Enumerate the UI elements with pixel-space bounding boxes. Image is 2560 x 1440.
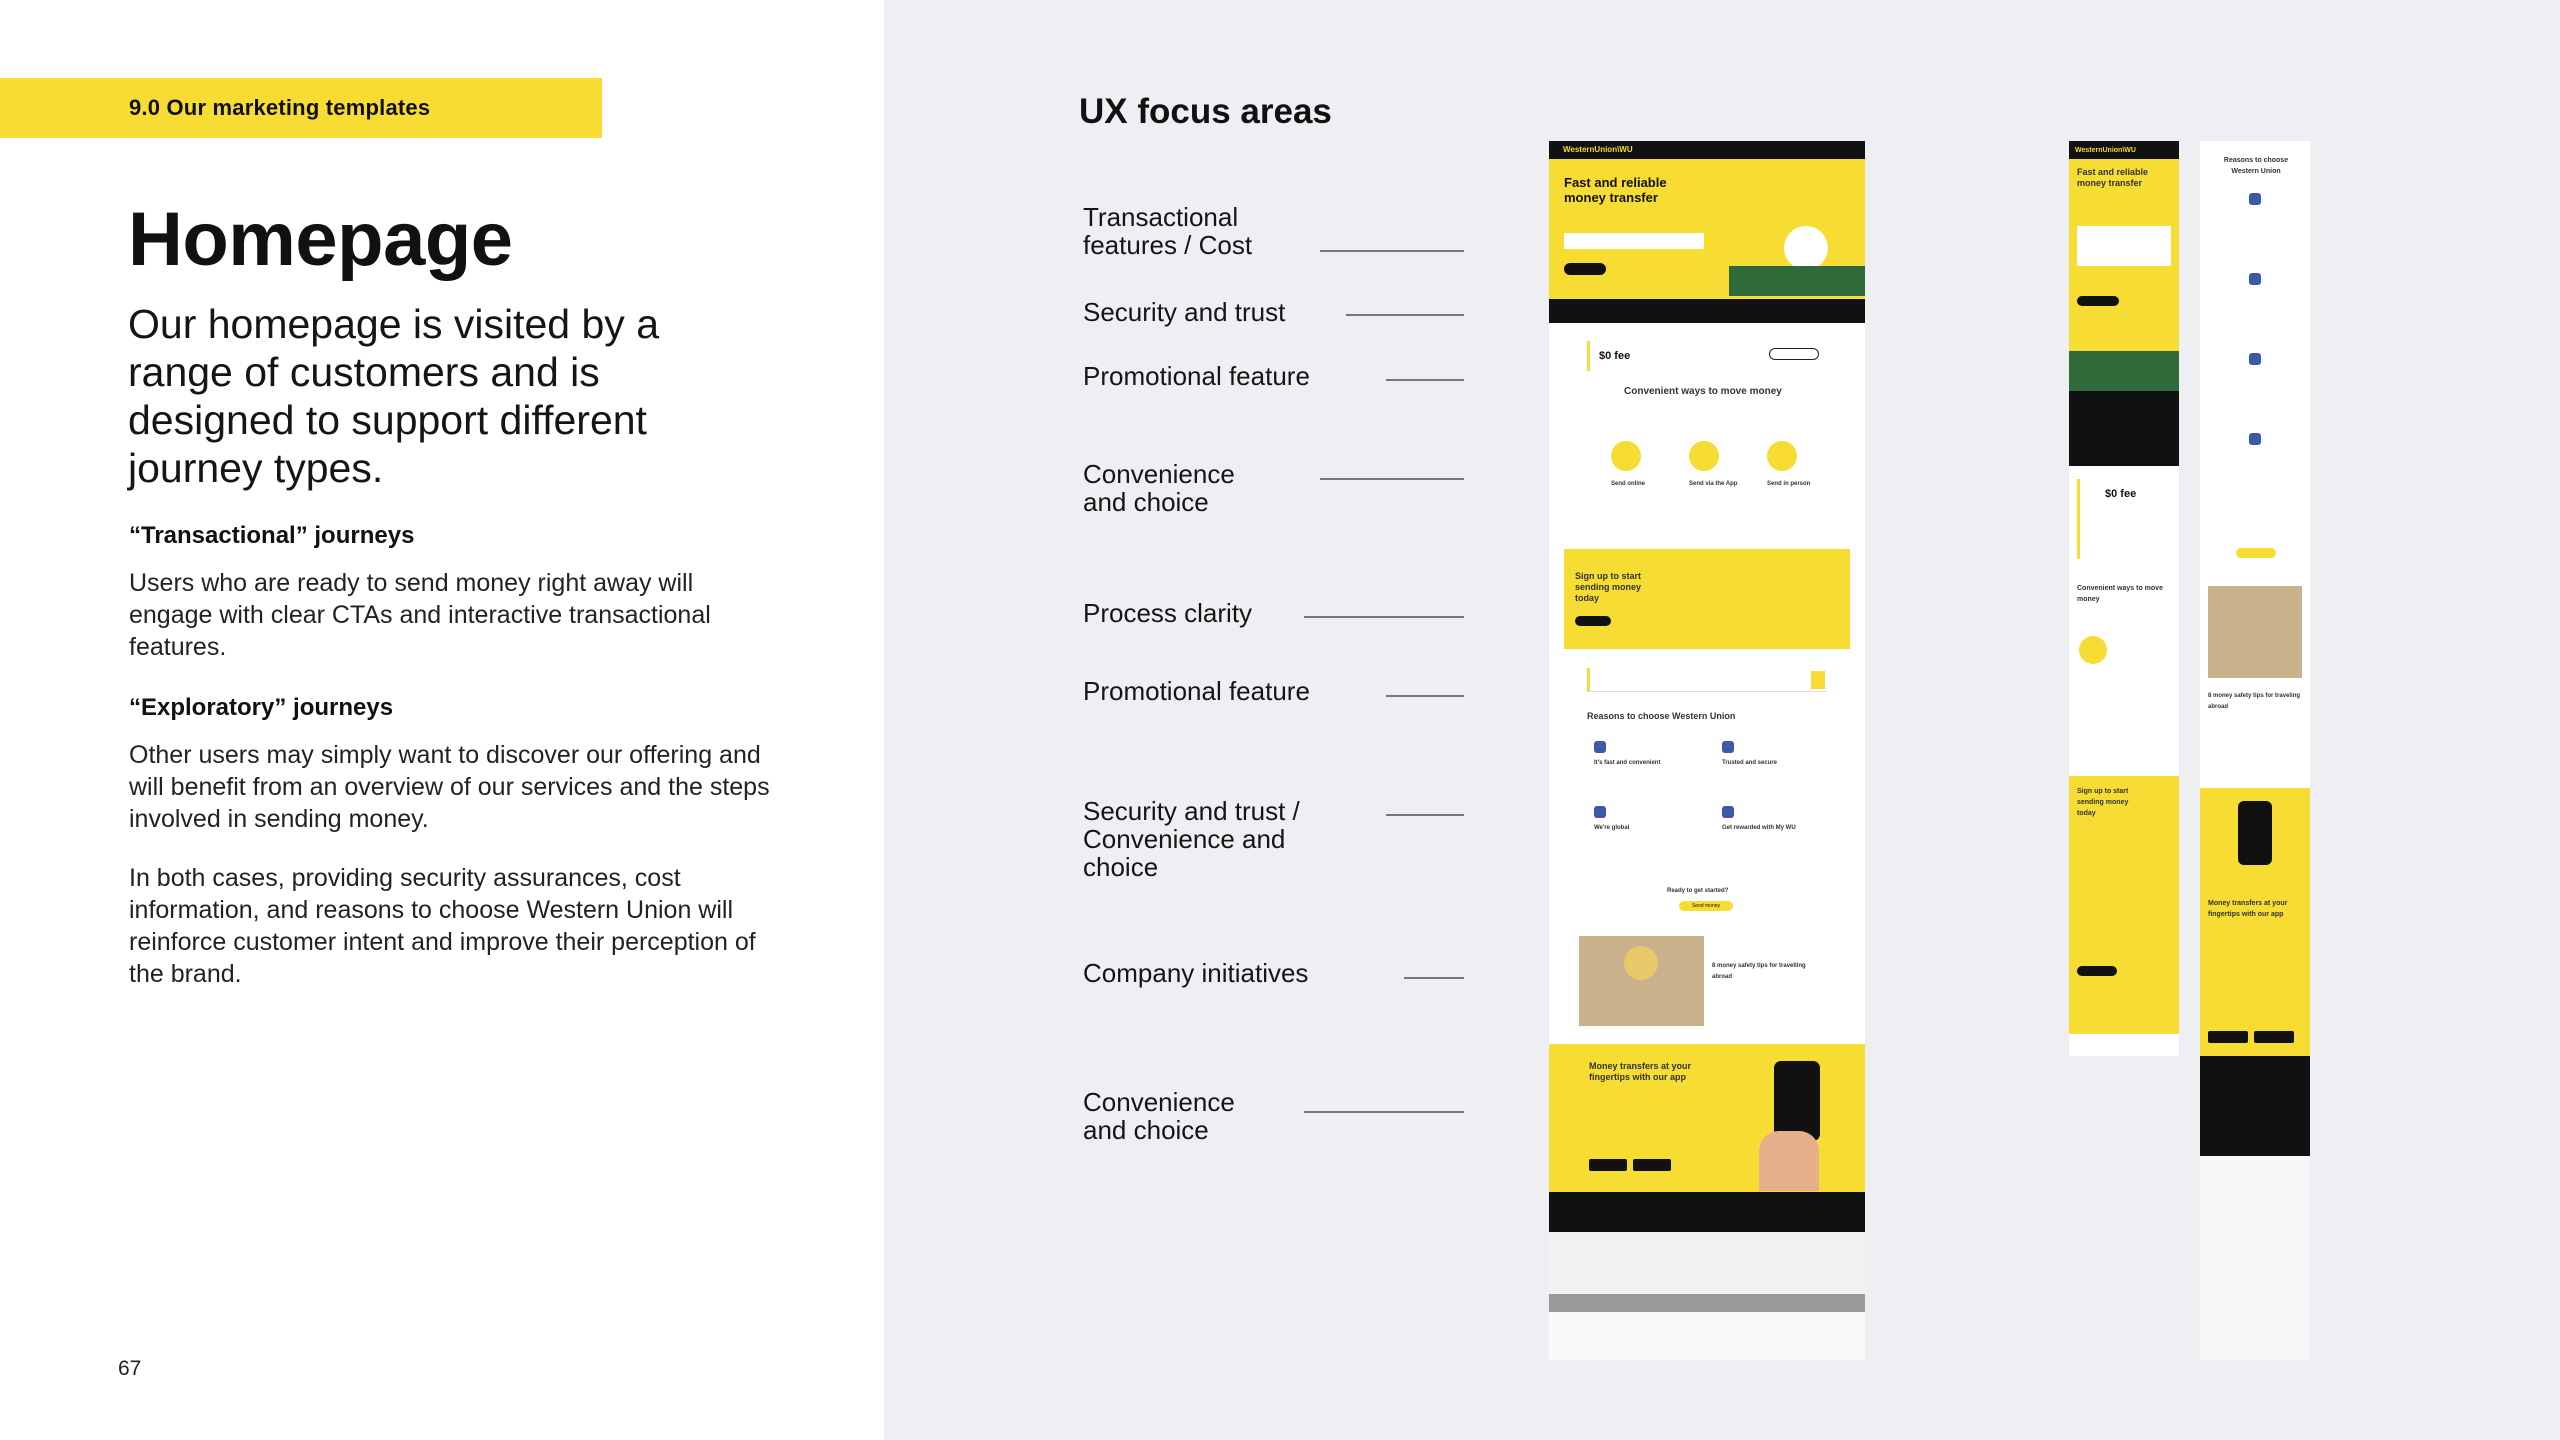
mock-reason-icon [1722,806,1734,818]
mock-mobile-reason-icon [2249,273,2261,285]
ux-label-promotional-2: Promotional feature [1083,676,1310,706]
mock-mobile-brand: WesternUnion\WU [2075,147,2136,154]
mock-traveller-hat [1624,946,1658,980]
mock-mobile-fee-badge: $0 fee [2105,488,2137,500]
mock-mobile-signup-title: Sign up to start sending money today [2077,788,2129,817]
transactional-heading: “Transactional” journeys [129,522,415,549]
ux-connector [1304,616,1464,618]
ux-connector [1320,478,1464,480]
mock-referral-arrow [1811,671,1825,689]
mock-cta [1564,263,1606,275]
ux-label-process: Process clarity [1083,598,1253,628]
ux-connector [1386,695,1464,697]
closing-paragraph: In both cases, providing security assurances, cost information, and reasons to choose Western Union will reinforce customer intent and improve their perception of the brand. [129,864,756,988]
lead-paragraph: Our homepage is visited by a range of customers and is designed to support different journey types. [128,301,659,491]
mock-signup-title: Sign up to start sending money today [1575,571,1642,603]
mock-mobile-form [2077,226,2171,266]
left-panel [0,0,884,1440]
mock-fee-badge: $0 fee [1599,350,1631,362]
mock-option-app: Send via the App [1689,481,1738,487]
ux-label-security-convenience: Security and trust / Convenience and choice [1083,796,1300,882]
right-panel [884,0,2560,1440]
mock-signup-cta [1575,616,1611,626]
mock-app-store-badge [1589,1159,1627,1171]
mock-send-money-cta: Send money [1679,901,1733,911]
mock-app-title: Money transfers at your fingertips with our app [1589,1061,1692,1082]
mobile-mockup-1 [2069,141,2179,1056]
mock-mobile-reasons-heading: Reasons to choose Western Union [2223,157,2289,175]
mock-reasons-heading: Reasons to choose Western Union [1587,711,1736,721]
section-tag: 9.0 Our marketing templates [0,78,602,138]
ux-connector [1386,379,1464,381]
mock-reason-1: It's fast and convenient [1594,760,1661,766]
mock-reason-2: Trusted and secure [1722,760,1778,766]
mock-option-icon [1611,441,1641,471]
mock-hero-illustration [1784,226,1828,270]
mock-reason-4: Get rewarded with My WU [1722,825,1796,831]
mock-mobile-hero-ground [2069,351,2179,391]
mock-mobile-safety: 8 money safety tips for traveling abroad [2208,693,2301,710]
mock-mobile-reason-icon [2249,353,2261,365]
ux-label-convenience: Convenience and choice [1083,459,1235,517]
page-title: Homepage [128,197,513,282]
mock-mobile-travel-photo [2208,586,2302,678]
ux-label-company: Company initiatives [1083,958,1309,988]
mock-mobile-app-title: Money transfers at your fingertips with our app [2208,900,2288,918]
mock-hero-title: Fast and reliable money transfer [1564,175,1667,205]
ux-label-security: Security and trust [1083,297,1286,327]
exploratory-body: Other users may simply want to discover our offering and will benefit from an overview of our services and the steps involved in sending money. [129,741,770,833]
mock-mobile-signup-cta [2077,966,2117,976]
page-number: 67 [118,1357,142,1380]
mock-google-play-badge [1633,1159,1671,1171]
mock-legal-band [1549,1192,1865,1232]
exploratory-heading: “Exploratory” journeys [129,694,394,721]
mock-mobile-hero-title: Fast and reliable money transfer [2077,167,2149,188]
mock-reason-icon [1722,741,1734,753]
ux-label-transactional: Transactional features / Cost [1083,202,1253,260]
mock-mobile-send-money [2236,548,2276,558]
mock-option-person: Send in person [1767,481,1811,487]
mock-send-form [1564,233,1704,249]
ux-label-promotional: Promotional feature [1083,361,1310,391]
mock-mobile-footer [2200,1156,2310,1360]
mock-hand [1759,1131,1819,1191]
mock-country-bar [1549,1294,1865,1312]
mock-mobile-cta [2077,296,2119,306]
mock-reason-3: We're global [1594,825,1630,831]
ux-connector [1404,977,1464,979]
mock-mobile-legal [2200,1056,2310,1156]
ux-label-convenience-2: Convenience and choice [1083,1087,1235,1145]
mock-mobile-reason-icon [2249,433,2261,445]
mock-mobile-option-icon [2079,636,2107,664]
mock-referral-banner [1587,668,1827,692]
mock-mobile-phone [2238,801,2272,865]
mock-safety-tips: 8 money safety tips for travelling abroad [1712,963,1806,980]
ux-connector [1346,314,1464,316]
mock-brand: WesternUnion\WU [1563,145,1633,154]
mock-find-out-button [1769,348,1819,360]
mock-option-icon [1767,441,1797,471]
mock-hero-ground [1729,266,1865,296]
mock-convenient-heading: Convenient ways to move money [1624,386,1782,397]
mock-mobile-app-store [2208,1031,2248,1043]
mock-footer-links [1549,1232,1865,1294]
mock-reason-icon [1594,741,1606,753]
mock-ready-text: Ready to get started? [1667,888,1729,894]
mobile-mockup-2 [2200,141,2310,1360]
mock-mobile-google-play [2254,1031,2294,1043]
ux-connector [1304,1111,1464,1113]
ux-connector [1320,250,1464,252]
mock-mobile-convenient: Convenient ways to move money [2077,585,2163,603]
mock-option-online: Send online [1611,481,1646,487]
mock-mobile-trust [2069,391,2179,466]
transactional-body: Users who are ready to send money right away will engage with clear CTAs and interactive transactional features. [129,569,711,661]
mock-option-icon [1689,441,1719,471]
ux-focus-title: UX focus areas [1079,92,1332,131]
mock-mobile-reason-icon [2249,193,2261,205]
mock-phone [1774,1061,1820,1141]
desktop-homepage-mockup [1549,141,1865,1360]
ux-connector [1386,814,1464,816]
mock-trust-bar [1549,299,1865,323]
mock-copyright [1549,1312,1865,1360]
mock-reason-icon [1594,806,1606,818]
